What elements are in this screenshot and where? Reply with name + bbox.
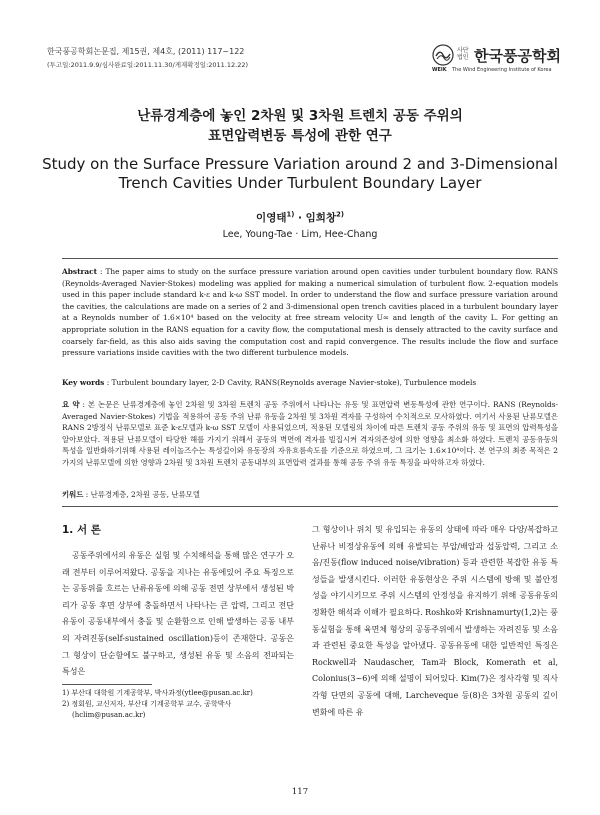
body-left-column: 공동주위에서의 유동은 실험 및 수치해석을 통해 많은 연구가 오래 전부터 이루어져왔다. 공동을 지나는 유동에있어 주요 특징으로는 공동위를 흐르는 난류유동에 의해 공동 전면 상부에서 생성된 박리가 공동 후면 상부에 충돌하면서 나타나는 큰 압력, 그리고 전단유동이 공동내부에서 충돌 및 순환함으로 인해 발생하는 공동 내부의 자려진동(self-sustained oscillation)등이 존재한다. 공동은 그 형상이 단순함에도 불구하고, 생성된 유동 및 소음의 전파되는 특성은 [62, 551, 294, 677]
authors-english: Lee, Young-Tae · Lim, Hee-Chang [222, 229, 378, 240]
logo-corporation-label: 사단 법인 [457, 47, 469, 61]
section-heading-introduction: 1. 서 론 [62, 524, 101, 536]
abstract-english: Abstract : The paper aims to study on the surface pressure variation around open cavities under turbulent boundary flow. RANS (Reynolds-Averaged Navier-Stokes) modeling was applied for making a numerical simulation of turbulent flow. 2-equation models used in this paper include standard k-ε and k-ω SST model. In order to understand the flow and surface pressure variation around the cavities, the calculations are made on a series of 2 and 3-dimensional open trench cavities placed in a turbulent boundary layer at a Reynolds number of 1.6×10⁴ based on the velocity at free stream velocity U∞ and length of the cavity L. For getting an appropriate solution in the RANS equation for a cavity flow, the computational mesh is densely attracted to the cavity surface and coarsely far-field, as this also aids saving the computation cost and rapid convergence. The results include the flow and surface pressure variations inside cavities with the two different turbulence models. [62, 267, 558, 358]
authors-korean: 이영태$^{1)}$ · 임희창$^{2)}$ [256, 210, 344, 224]
submission-dates: (투고일:2011.9.9/심사완료일:2011.11.30/게재확정일:2011.12.22) [47, 61, 249, 69]
abstract-bottom-rule [62, 506, 558, 507]
footnote-1: 1) 부산대 대학원 기계공학부, 박사과정(ytlee@pusan.ac.kr) [62, 689, 253, 697]
logo-society-name: 한국풍공학회 [474, 47, 561, 65]
logo-english-name: The Wind Engineering Institute of Korea [452, 67, 552, 73]
journal-citation: 한국풍공학회논문집, 제15권, 제4호, (2011) 117~122 [47, 47, 245, 56]
society-logo [432, 44, 562, 74]
title-korean-line2: 표면압력변동 특성에 관한 연구 [208, 128, 392, 144]
title-english-line1: Study on the Surface Pressure Variation around 2 and 3-Dimensional [42, 155, 558, 173]
abstract-korean: 요 약 : 본 논문은 난류경계층에 놓인 2차원 및 3차원 트렌치 공동 주위에서 나타나는 유동 및 표면압력 변동특성에 관한 연구이다. RANS (Reynolds-Averaged Navier-Stokes) 기법을 적용하여 공동 주위 난류 유동을 2차원 및 3차원 격자를 구성하여 수치적으로 모사하였다. 여기서 사용된 난류모델은 RANS 2방정식 난류모델로 표준 k-ε모델과 k-ω SST 모델이 사용되었으며, 적용된 모델링의 차이에 따른 트렌치 공동 주위의 유동 및 표면의 압력특성을 알아보았다. 적용된 난류모델이 타당한 해를 가지기 위해서 공동의 벽면에 격자를 빌집시켜 격자의존성에 의한 영향을 최소화 하였다. 트렌치 공동유동의 특성을 일반화하기위해 사용된 레이놀즈수는 특성길이와 유동장의 자유흐름속도를 기준으로 하였으며, 그 크기는 1.6×10⁴이다. 본 연구의 최종 목적은 2가지의 난류모델에 의한 영향과 2차원 및 3차원 트렌치 공동내부의 표면압력 결과를 통해 공동 주위 유동 특징을 파악하고자 하였다. [62, 400, 558, 467]
footnote-rule [62, 684, 152, 685]
page-number: 117 [291, 787, 309, 797]
title-english-line2: Trench Cavities Under Turbulent Boundary Layer [118, 174, 482, 192]
footnote-2-email: (hclim@pusan.ac.kr) [72, 711, 146, 719]
body-right-column: 그 형상이나 위치 및 유입되는 유동의 상태에 따라 매우 다양/복잡하고 난류나 비정상유동에 의해 유발되는 부압/배압과 섭동압력, 그리고 소음/진동(flow induced noise/vibration) 등과 관련한 복잡한 유동 특성들을 발생시킨다. 이러한 유동현상은 주위 시스템에 방해 및 불안정성을 야기시키므로 주위 시스템의 안정성을 유지하기 위해 공동유동의 정확한 해석과 이해가 필요하다. Roshko와 Krishnamurty(1,2)는 풍동실험을 통해 육면체 형상의 공동주위에서 발생하는 자려진동 및 소음과 관련된 중요한 특성을 알아냈다. 공동유동에 대한 일반적인 특징은 Rockwell과 Naudascher, Tam과 Block, Komerath et al, Colonius(3~6)에 의해 설명이 되어있다. Kim(7)은 정사각형 및 직사각형 단면의 공동에 대해, Larcheveque 등(8)은 3차원 공동의 깊이변화에 따른 유 [312, 525, 559, 717]
title-korean-line1: 난류경계층에 놓인 2차원 및 3차원 트렌치 공동 주위의 [137, 108, 463, 124]
abstract-top-rule [62, 258, 558, 259]
keywords-korean: 키워드 : 난류경계층, 2차원 공동, 난류모델 [62, 490, 200, 499]
footnote-2: 2) 정회원, 교신저자, 부산대 기계공학부 교수, 공학박사 [62, 700, 232, 708]
weik-logo-icon [432, 44, 454, 66]
keywords-english: Key words : Turbulent boundary layer, 2-D Cavity, RANS(Reynolds average Navier-stoke), Turbulence models [62, 378, 477, 387]
logo-abbrev: WEIK [432, 67, 447, 73]
